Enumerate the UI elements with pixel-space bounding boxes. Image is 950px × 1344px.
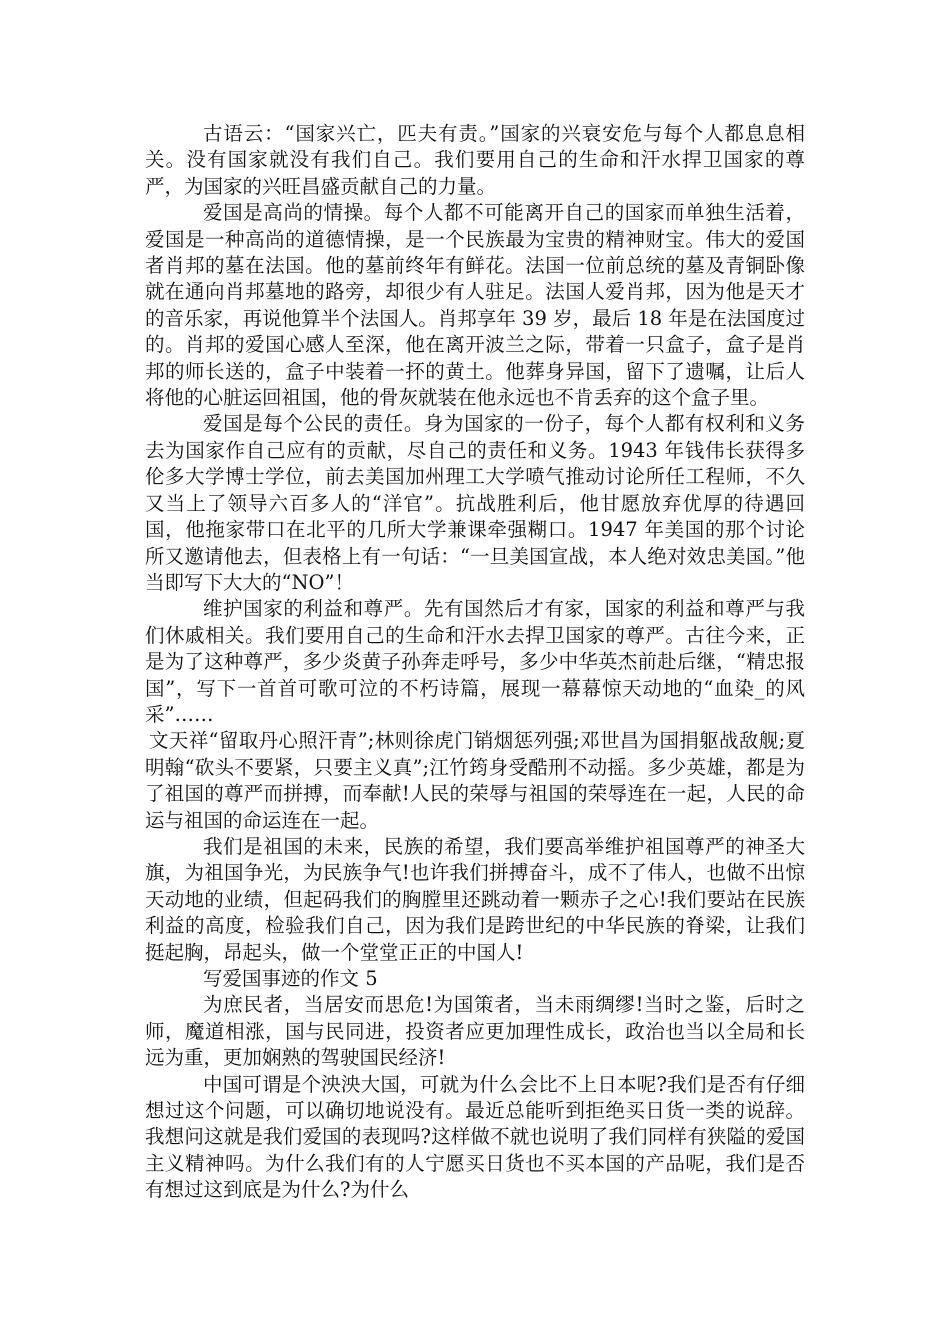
paragraph-6: 我们是祖国的未来，民族的希望，我们要高举维护祖国尊严的神圣大旗，为祖国争光，为民族争气!也许我们拼搏奋斗，成不了伟人，也做不出惊天动地的业绩，但起码我们的胸膛里还跳动着一颗赤子之心!我们要站在民族利益的高度，检验我们自己，因为我们是跨世纪的中华民族的脊梁，让我们挺起胸，昂起头，做一个堂堂正正的中国人! — [145, 834, 805, 964]
paragraph-4: 维护国家的利益和尊严。先有国然后才有家，国家的利益和尊严与我们休戚相关。我们要用自己的生命和汗水去捍卫国家的尊严。古往今来，正是为了这种尊严，多少炎黄子孙奔走呼号，多少中华英杰前赴后继，“精忠报国”，写下一首首可歌可泣的不朽诗篇，展现一幕幕惊天动地的“血染_的风采”…… — [145, 597, 805, 726]
paragraph-8: 中国可谓是个泱泱大国，可就为什么会比不上日本呢?我们是否有仔细想过这个问题，可以确切地说没有。最近总能听到拒绝买日货一类的说辞。我想问这就是我们爱国的表现吗?这样做不就也说明了我们同样有狭隘的爱国主义精神吗。为什么我们有的人宁愿买日货也不买本国的产品呢，我们是否有想过这到底是为什么?为什么 — [145, 1072, 805, 1202]
paragraph-3: 爱国是每个公民的责任。身为国家的一份子，每个人都有权利和义务去为国家作自己应有的贡献，尽自己的责任和义务。1943 年钱伟长获得多伦多大学博士学位，前去美国加州理工大学喷气推动讨论所任工程师，不久又当上了领导六百多人的“洋官”。抗战胜利后，他甘愿放弃优厚的待遇回国，他拖家带口在北平的几所大学兼课牵强糊口。1947 年美国的那个讨论所又邀请他去，但表格上有一句话：“一旦美国宣战，本人绝对效忠美国。”他当即写下大大的“NO”！ — [145, 412, 805, 594]
paragraph-2: 爱国是高尚的情操。每个人都不可能离开自己的国家而单独生活着，爱国是一种高尚的道德情操，是一个民族最为宝贵的精神财宝。伟大的爱国者肖邦的墓在法国。他的墓前终年有鲜花。法国一位前总统的墓及青铜卧像就在通向肖邦墓地的路旁，却很少有人驻足。法国人爱肖邦，因为他是天才的音乐家，再说他算半个法国人。肖邦享年 39 岁，最后 18 年是在法国度过的。肖邦的爱国心感人至深，他在离开波兰之际，带着一只盒子，盒子是肖邦的师长送的，盒子中装着一抔的黄土。他葬身异国，留下了遗嘱，让后人将他的心脏运回祖国，他的骨灰就装在他永远也不肯丢弃的这个盒子里。 — [145, 201, 805, 410]
paragraph-1: 古语云：“国家兴亡，匹夫有责。”国家的兴衰安危与每个人都息息相关。没有国家就没有我们自己。我们要用自己的生命和汗水捍卫国家的尊严，为国家的兴旺昌盛贡献自己的力量。 — [145, 122, 805, 198]
paragraph-5: 文天祥“留取丹心照汗青”;林则徐虎门销烟惩列强;邓世昌为国捐躯战敌舰;夏明翰“砍头不要紧，只要主义真”;江竹筠身受酷刑不动摇。多少英雄，都是为了祖国的尊严而拼搏，而奉献!人民的荣辱与祖国的荣辱连在一起，人民的命运与祖国的命运连在一起。 — [145, 729, 805, 832]
paragraph-7: 为庶民者，当居安而思危!为国策者，当未雨绸缪!当时之鉴，后时之师，魔道相涨，国与民同进，投资者应更加理性成长，政治也当以全局和长远为重，更加娴熟的驾驶国民经济! — [145, 993, 805, 1070]
document-page — [145, 121, 805, 1204]
section-heading: 写爱国事迹的作文 5 — [203, 967, 378, 990]
